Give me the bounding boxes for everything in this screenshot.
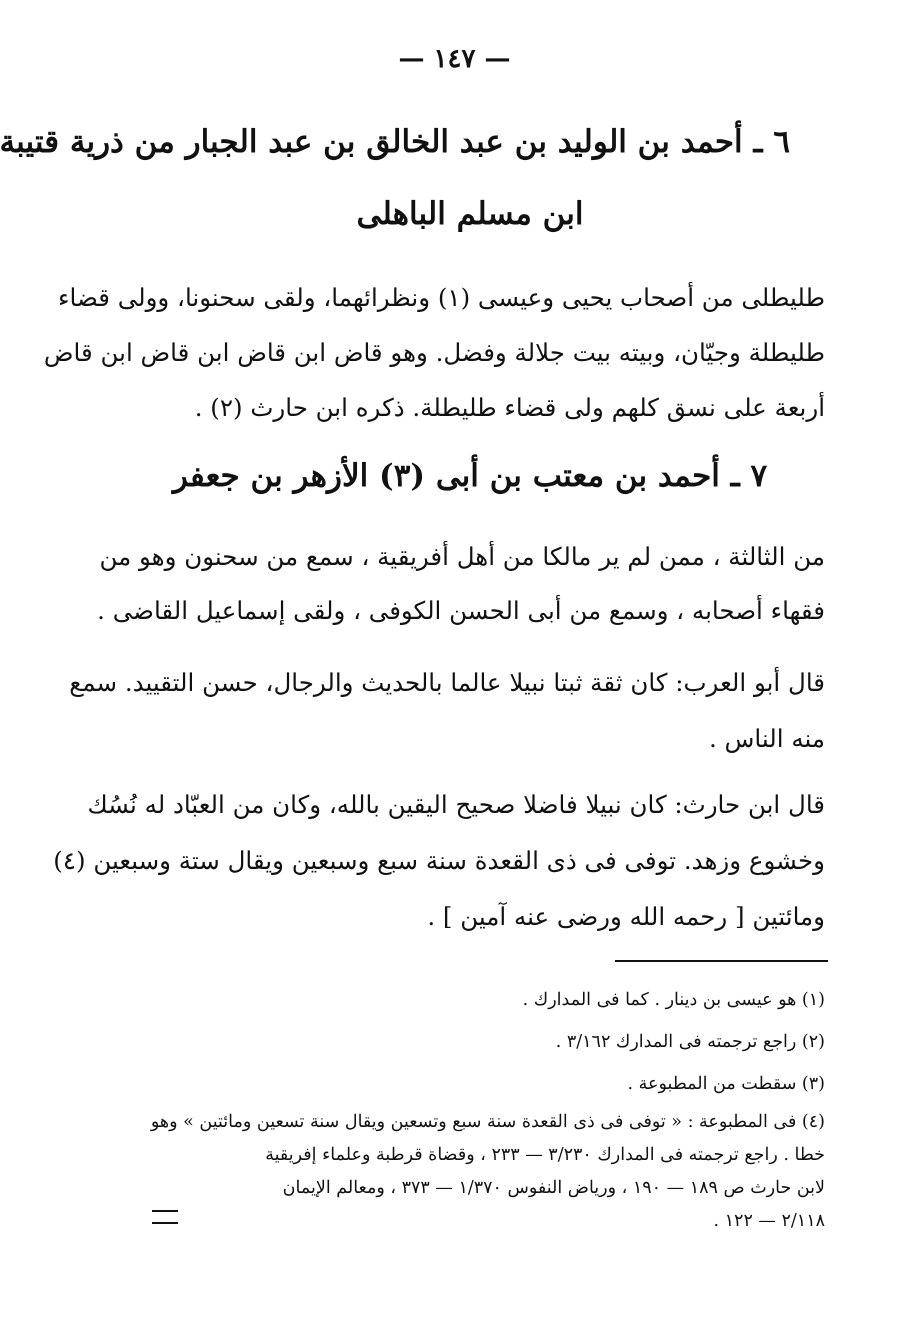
- footnote-1: [150, 985, 825, 1015]
- entry-6-line-2: طليطلة وجيّان، وبيته بيت جلالة وفضل. وهو قاض ابن قاض ابن قاض ابن قاض: [43, 338, 825, 367]
- footnote-4: [150, 1106, 825, 1238]
- footnote-3: [150, 1069, 825, 1099]
- footnote-4-line-4: ٢/١١٨ — ١٢٢ .: [713, 1211, 825, 1231]
- entry-7-p2-line-1: قال أبو العرب: كان ثقة ثبتا نبيلا عالما بالحديث والرجال، حسن التقييد. سمع: [69, 668, 825, 697]
- footnote-3-line-1: (٣) سقطت من المطبوعة .: [627, 1074, 825, 1094]
- entry-6-heading-line-1: ٦ ـ أحمد بن الوليد بن عبد الخالق بن عبد الجبار من ذرية قتيبة: [0, 124, 790, 160]
- entry-7-p3-line-3: ومائتين [ رحمه الله ورضى عنه آمين ] .: [427, 902, 825, 931]
- entry-6-paragraph: [43, 270, 825, 435]
- footnote-4-line-2: خطا . راجع ترجمته فى المدارك ٣/٢٣٠ — ٢٣٣ ، وقضاة قرطبة وعلماء إفريقية: [265, 1145, 825, 1165]
- entry-6-line-1: طليطلى من أصحاب يحيى وعيسى (١) ونظرائهما، ولقى سحنونا، وولى قضاء: [57, 283, 825, 312]
- entry-7-p2-line-2: منه الناس .: [708, 724, 825, 753]
- entry-7-paragraph-2: [69, 655, 825, 767]
- entry-6-line-3: أربعة على نسق كلهم ولى قضاء طليطلة. ذكره ابن حارث (٢) .: [194, 393, 825, 422]
- footnote-4-line-3: لابن حارث ص ١٨٩ — ١٩٠ ، ورياض النفوس ١/٣٧٠ — ٣٧٣ ، ومعالم الإيمان: [282, 1178, 825, 1198]
- entry-7-paragraph-3: [53, 777, 825, 945]
- footnote-4-line-1: (٤) فى المطبوعة : « توفى فى ذى القعدة سنة سبع وتسعين ويقال سنة تسعين ومائتين » وهو: [150, 1112, 825, 1132]
- entry-7-paragraph-1: [97, 530, 825, 638]
- entry-7-heading: ٧ ـ أحمد بن معتب بن أبى (٣) الأزهر بن جعفر: [172, 458, 768, 494]
- footnote-2-line-1: (٢) راجع ترجمته فى المدارك ٣/١٦٢ .: [555, 1032, 825, 1052]
- end-mark: [152, 1210, 178, 1224]
- entry-7-p3-line-1: قال ابن حارث: كان نبيلا فاضلا صحيح اليقين بالله، وكان من العبّاد له نُسُك: [87, 790, 825, 819]
- entry-7-p1-line-1: من الثالثة ، ممن لم ير مالكا من أهل أفريقية ، سمع من سحنون وهو من: [99, 542, 825, 571]
- footnote-1-line-1: (١) هو عيسى بن دينار . كما فى المدارك .: [522, 990, 825, 1010]
- entry-7-p3-line-2: وخشوع وزهد. توفى فى ذى القعدة سنة سبع وسبعين ويقال ستة وسبعين (٤): [53, 846, 825, 875]
- entry-6-heading-line-2: ابن مسلم الباهلى: [356, 196, 584, 232]
- footnote-2: [150, 1027, 825, 1057]
- entry-7-p1-line-2: فقهاء أصحابه ، وسمع من أبى الحسن الكوفى ، ولقى إسماعيل القاضى .: [97, 596, 825, 625]
- page-number: — ١٤٧ —: [398, 44, 511, 74]
- footnote-separator: [615, 960, 828, 962]
